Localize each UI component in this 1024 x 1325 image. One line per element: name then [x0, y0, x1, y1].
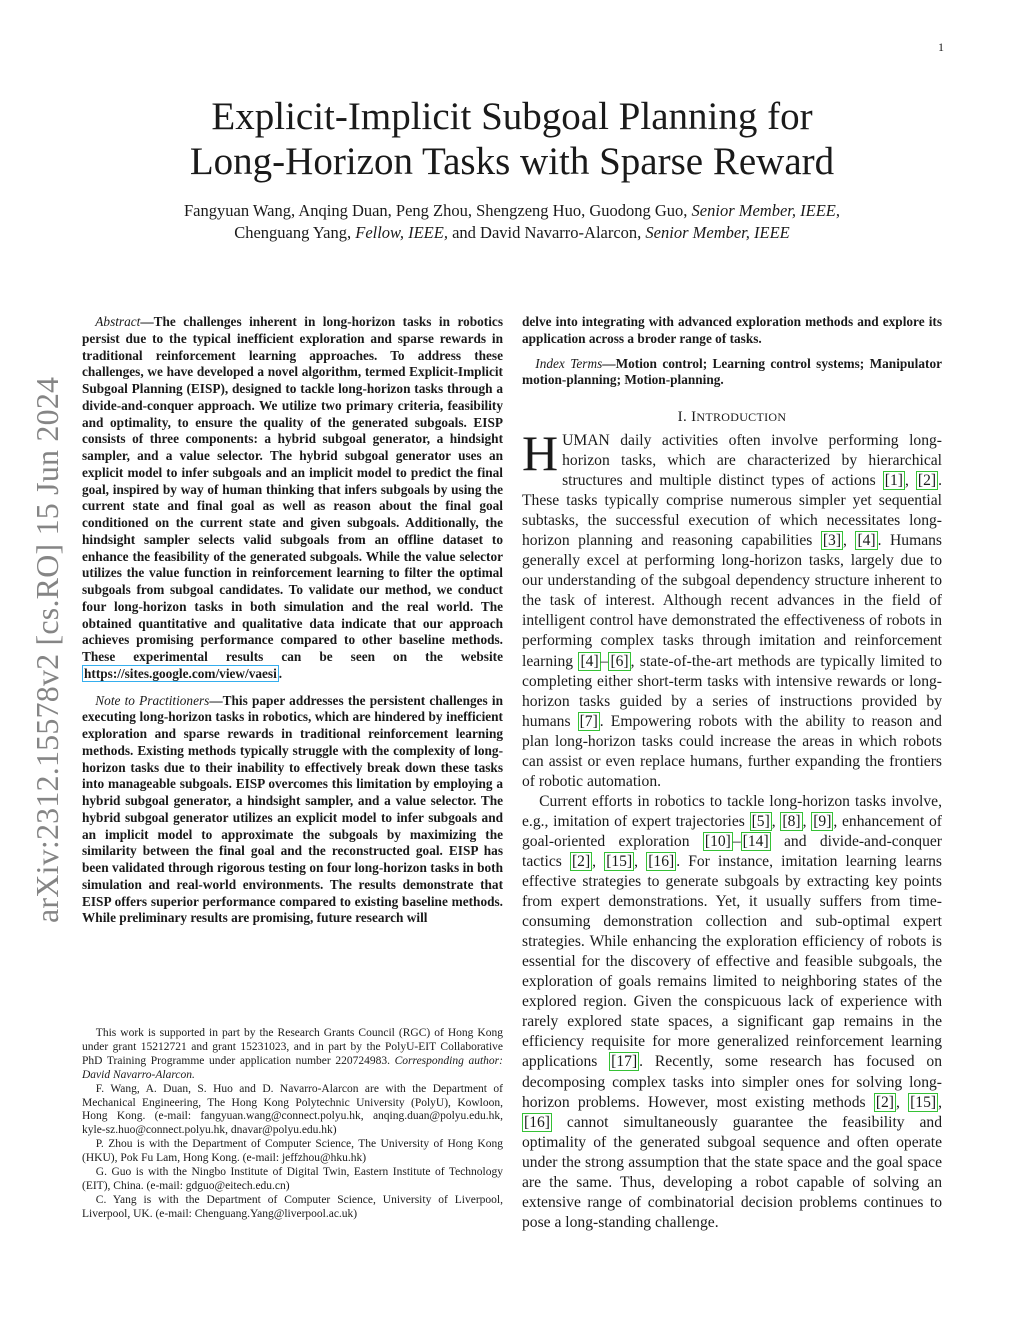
footnote-affiliation-liverpool: C. Yang is with the Department of Computer Science, University of Liverpool, Liverpool, UK. (e-mail: Chenguang.Yang@liverpool.ac.uk) — [82, 1193, 503, 1220]
citation-link[interactable]: [2] — [571, 852, 591, 870]
authors-names-1: Fangyuan Wang, Anqing Duan, Peng Zhou, Shengzeng Huo, Guodong Guo, — [184, 201, 692, 220]
citation-link[interactable]: [15] — [910, 1093, 937, 1111]
abstract-end: . — [278, 665, 283, 681]
intro-paragraph-1: HUMAN daily activities often involve performing long-horizon tasks, which are characterized by hierarchical structures and multiple distinct types of actions [1] , [2] . These tasks typically comprise numerous simpler yet sequential subtasks, the successful execution of which necessitates long-horizon planning and reasoning capabilities [3] , [4] . Humans generally excel at performing long-horizon tasks, largely due to our understanding of the subgoal dependency structure inherent to the task of interest. Although recent advances in the field of intelligent control have demonstrated the effectiveness of robots in performing complex tasks through imitation and reinforcement learning [4] – [6] , state-of-the-art methods are typically limited to completing either short-term tasks with intensive rewards or long-horizon tasks guided by a series of instructions provided by humans [7] . Empowering robots with the ability to reason and plan long-horizon tasks could increase the areas in which robots can assist or even replace humans, further expanding the frontiers of robotic automation. — [522, 425, 943, 790]
index-terms — [522, 356, 942, 390]
citation-link[interactable]: [1] — [884, 472, 903, 490]
page-number: 1 — [938, 40, 944, 54]
citation-link[interactable]: [6] — [610, 652, 629, 670]
citation-link[interactable]: [4] — [857, 532, 876, 550]
authors-role-1: Senior Member, IEEE — [691, 201, 836, 220]
note-to-practitioners — [82, 693, 503, 928]
section-heading-introduction: I. INTRODUCTION — [677, 409, 787, 425]
citation-link[interactable]: [4] — [580, 652, 599, 670]
note-label: Note to Practitioners — [95, 692, 210, 708]
citation-link[interactable]: [15] — [606, 852, 633, 870]
title-line-2: Long-Horizon Tasks with Sparse Reward — [189, 140, 835, 183]
abstract — [82, 314, 503, 683]
title-line-1: Explicit-Implicit Subgoal Planning for — [211, 95, 813, 138]
footnote-funding-text: This work is supported in part by the Research Grants Council (RGC) of Hong Kong under grant 15212721 and grant 15231023, and in part by the PolyU-EIT Collaborative PhD Training Programme under application number 220724983. — [82, 1027, 503, 1067]
abstract-label: Abstract — [95, 314, 141, 329]
citation-link[interactable]: [2] — [917, 472, 937, 490]
footnote-affiliation-polyu: F. Wang, A. Duan, S. Huo and D. Navarro-Alarcon are with the Department of Mechanical Engineering, The Hong Kong Polytechnic University (PolyU), Kowloon, Hong Kong. (e-mail: fangyuan.wang@connect.polyu.hk, anqing.duan@polyu.edu.hk, kyle-sz.huo@connect.polyu.hk, dnavar@polyu.edu.hk) — [82, 1082, 503, 1137]
authors-names-3: and David Navarro-Alarcon, — [447, 223, 646, 242]
drop-cap: H — [522, 425, 559, 481]
footnotes — [82, 1027, 503, 1222]
left-column — [82, 314, 503, 927]
citation-link[interactable]: [7] — [579, 712, 598, 730]
authors-sep-1: , — [835, 201, 840, 220]
note-continued: delve into integrating with advanced exploration methods and explore its application across a broder range of tasks. — [522, 314, 942, 346]
footnote-funding — [82, 1027, 503, 1083]
citation-link[interactable]: [14] — [742, 832, 769, 850]
note-text: —This paper addresses the persistent challenges in executing long-horizon tasks in robotics, which are hindered by inefficient exploration and sparse rewards in traditional reinforcement learning methods. Existing methods typically struggle with the complexity of long-horizon tasks due to their inability to effectively break down these tasks into manageable subgoals. EISP overcomes this limitation by employing a hybrid subgoal generator, a hindsight sampler, and a value selector. The hybrid subgoal generator utilizes an explicit model to infer subgoals and an implicit model to approximate the subgoals by maximizing the similarity between the final goal and the reconstructed goal. EISP has been validated through rigorous testing on four long-horizon tasks in both simulation and real-world environments. The results demonstrate that EISP offers superior performance compared to existing baseline methods. While preliminary results are promising, future research will — [82, 692, 503, 926]
index-terms-text: —Motion control; Learning control systems; Manipulator motion-planning; Motion-planning. — [522, 355, 942, 388]
citation-link[interactable]: [16] — [524, 1113, 550, 1131]
index-terms-label: Index Terms — [535, 355, 603, 371]
intro-paragraph-2: Current efforts in robotics to tackle long-horizon tasks involve, e.g., imitation of expert trajectories [5] , [8] , [9] , enhancement of goal-oriented exploration [10] – [14] and divide-and-conquer tactics [2] , [15] , [16] . For instance, imitation learning learns effective strategies to generate subgoals by extracting key points from expert demonstrations. Yet, it usually suffers from time-consuming demonstration collection and sub-optimal expert strategies. While enhancing the exploration efficiency of robots is essential for the discovery of effective and feasible subgoals, the exploration of goals remains limited to neighboring states of the explored region. Given the conspicuous lack of experience with rarely explored state spaces, a significant gap remains in the efficiency requisite for more generalized reinforcement learning applications [17] . Recently, some research has focused on decomposing complex tasks into simpler ones for solving long-horizon problems. However, most existing methods [2] , [15] , [16] cannot simultaneously guarantee the feasibility and optimality of the generated subgoal sequence and often operate under the strong assumption that the state space and the goal space are the same. Thus, developing a robot capable of solving an extensive range of combinatorial decision problems continues to pose a long-standing challenge. — [522, 792, 943, 1231]
arxiv-stamp-text: arXiv:2312.15578v2 [cs.RO] 15 Jun 2024 — [29, 376, 65, 924]
footnote-affiliation-hku: P. Zhou is with the Department of Computer Science, The University of Hong Kong (HKU), Pok Fu Lam, Hong Kong. (e-mail: jeffzhou@hku.hk) — [82, 1138, 503, 1165]
paper-title — [120, 94, 904, 184]
citation-link[interactable]: [5] — [751, 812, 770, 830]
citation-link[interactable]: [16] — [648, 852, 675, 870]
citation-link[interactable]: [10] — [704, 832, 731, 850]
footnote-affiliation-eit: G. Guo is with the Ningbo Institute of Digital Twin, Eastern Institute of Technology (EIT), China. (e-mail: gdguo@eitech.edu.cn) — [82, 1166, 503, 1192]
author-list — [100, 200, 924, 244]
citation-link[interactable]: [9] — [813, 812, 832, 830]
footnote-corresponding-author: Corresponding author: David Navarro-Alarcon. — [82, 1054, 503, 1081]
right-column — [522, 314, 942, 1233]
citation-link[interactable]: [3] — [822, 532, 842, 550]
arxiv-stamp — [28, 355, 66, 945]
citation-link[interactable]: [8] — [782, 812, 801, 830]
authors-names-2: Chenguang Yang, — [234, 223, 356, 242]
abstract-text: —The challenges inherent in long-horizon tasks in robotics persist due to the typical inefficient exploration and sparse rewards in traditional reinforcement learning approaches. To address these challenges, we have developed a novel algorithm, termed Explicit-Implicit Subgoal Planning (EISP), designed to tackle long-horizon tasks through a divide-and-conquer approach. We utilize two primary criteria, feasibility and optimality, to ensure the quality of the generated subgoals. EISP consists of three components: a hybrid subgoal generator, a hindsight sampler, and a value selector. The hybrid subgoal generator uses an explicit model to infer subgoals and an implicit model to predict the final goal, inspired by way of human thinking that infers subgoals by using the current state and final goal as well as reason about the final goal conditioned on the current state and given subgoals. Additionally, the hindsight sampler selects valid subgoals from an offline dataset to enhance the feasibility of the generated subgoals. While the value selector utilizes the value function in reinforcement learning to filter the optimal subgoals from subgoal candidates. To validate our method, we conduct four long-horizon tasks in both simulation and the real world. The obtained quantitative and qualitative data indicate that our approach achieves promising performance compared to other baseline methods. These experimental results can be seen on the website — [82, 314, 503, 664]
authors-role-3: Senior Member, IEEE — [645, 223, 790, 242]
citation-link[interactable]: [17] — [611, 1053, 638, 1071]
website-link[interactable]: https://sites.google.com/view/vaesi — [84, 665, 277, 681]
citation-link[interactable]: [2] — [875, 1093, 894, 1111]
authors-role-2: Fellow, IEEE, — [355, 223, 448, 242]
